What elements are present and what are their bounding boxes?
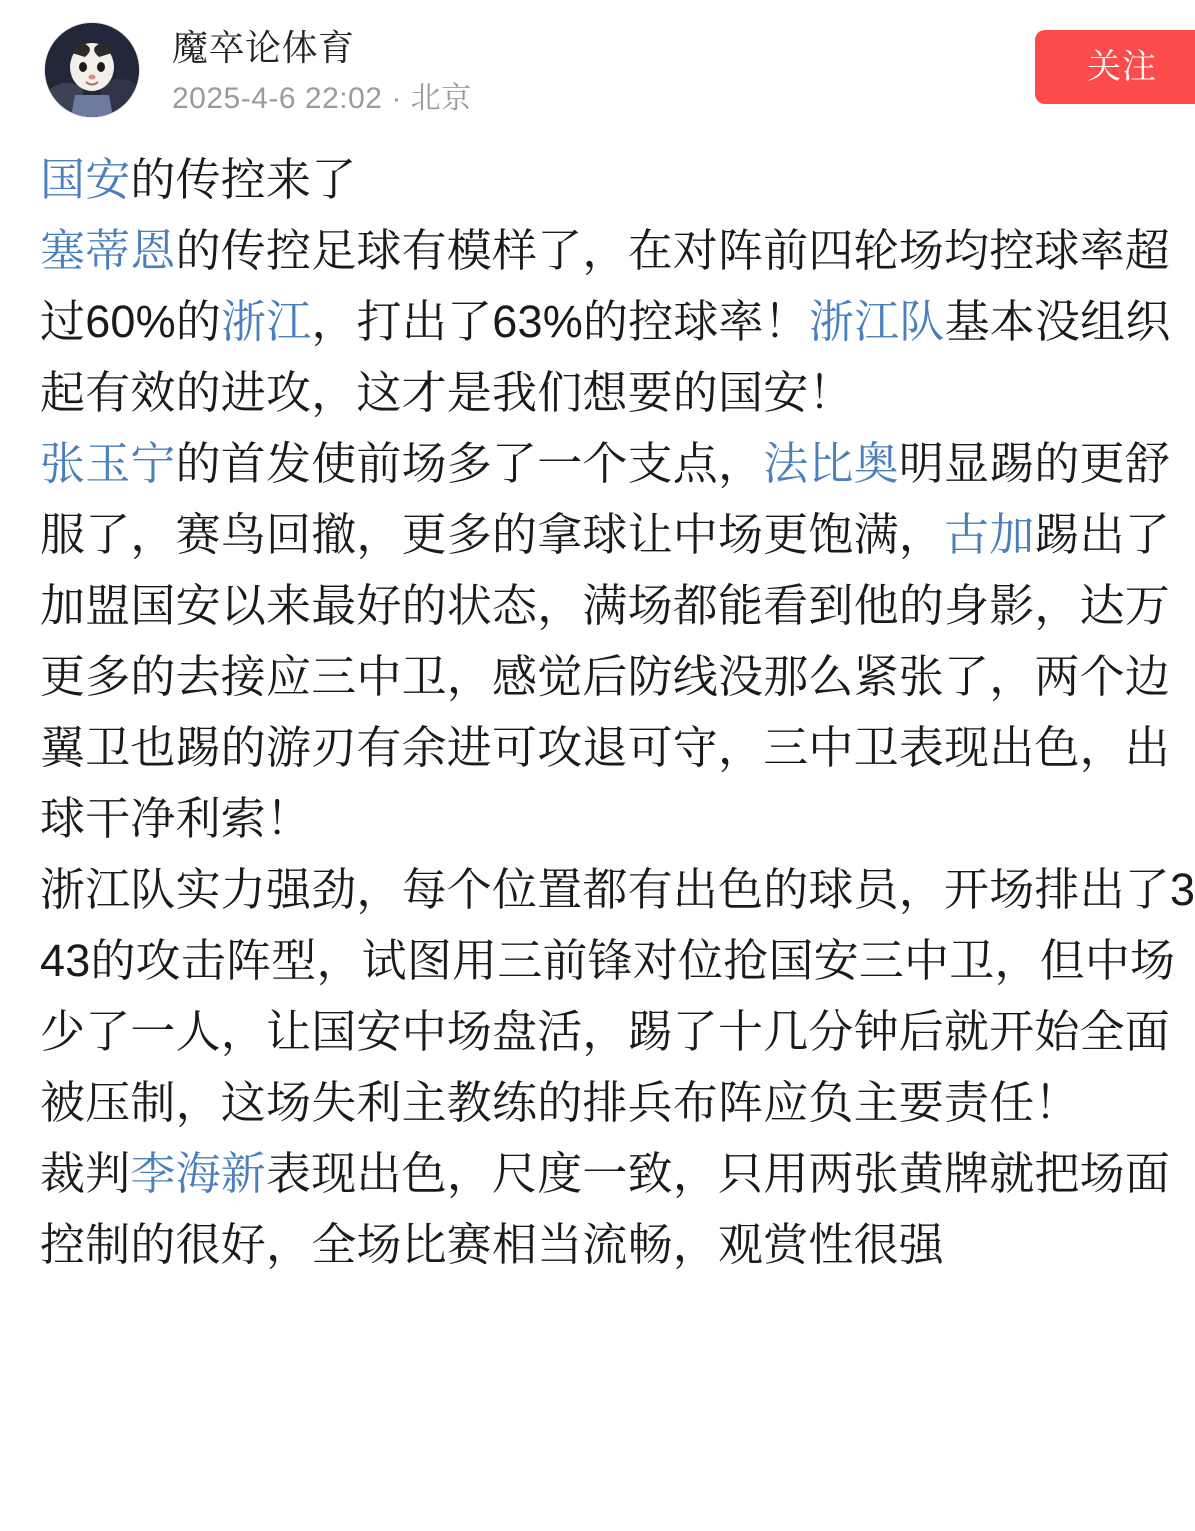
text-run: ，打出了63%的控球率！ [311, 296, 809, 347]
post-paragraph [40, 144, 1195, 215]
text-run: 明显踢的更舒服了，赛鸟回撤，更多的拿球让中场更饱满， [40, 438, 1171, 560]
user-avatar-cartoon-icon [45, 23, 139, 117]
entity-link[interactable]: 张玉宁 [40, 438, 176, 489]
text-run: 的传控足球有模样了，在对阵前四轮场均控球率超过60%的 [40, 225, 1171, 347]
entity-link[interactable]: 国安 [40, 154, 131, 205]
text-run: 表现出色，尺度一致，只用两张黄牌就把场面控制的很好，全场比赛相当流畅，观赏性很强 [40, 1148, 1171, 1270]
text-run: 浙江队实力强劲，每个位置都有出色的球员，开场排出了343的攻击阵型，试图用三前锋对位抢国安三中卫，但中场少了一人，让国安中场盘活，踢了十几分钟后就开始全面被压制，这场失利主教练的排兵布阵应负主要责任！ [40, 864, 1195, 1128]
text-run: 基本没组织起有效的进攻，这才是我们想要的国安！ [40, 296, 1171, 418]
text-run: 踢出了加盟国安以来最好的状态，满场都能看到他的身影，达万更多的去接应三中卫，感觉后防线没那么紧张了，两个边翼卫也踢的游刃有余进可攻退可守，三中卫表现出色，出球干净利索！ [40, 509, 1171, 844]
entity-link[interactable]: 浙江队 [808, 296, 945, 347]
entity-link[interactable]: 塞蒂恩 [40, 225, 176, 276]
text-run: 的首发使前场多了一个支点， [175, 438, 764, 489]
post-paragraph [40, 428, 1195, 854]
follow-button[interactable]: 关注 [1035, 30, 1195, 104]
author-name[interactable]: 魔卒论体育 [172, 27, 355, 68]
post-timestamp: 2025-4-6 22:02 · 北京 [172, 82, 472, 115]
post-paragraph [40, 854, 1195, 1138]
entity-link[interactable]: 李海新 [130, 1148, 267, 1199]
post-body-text [0, 126, 1195, 1280]
post-paragraph [40, 1138, 1195, 1280]
post-meta [172, 22, 472, 118]
text-run: 裁判 [40, 1148, 131, 1199]
avatar[interactable] [44, 22, 140, 118]
entity-link[interactable]: 古加 [944, 509, 1035, 560]
entity-link[interactable]: 浙江 [221, 296, 312, 347]
text-run: 的传控来了 [130, 154, 357, 205]
post-header [0, 0, 1195, 126]
post-paragraph [40, 215, 1195, 428]
entity-link[interactable]: 法比奥 [763, 438, 899, 489]
